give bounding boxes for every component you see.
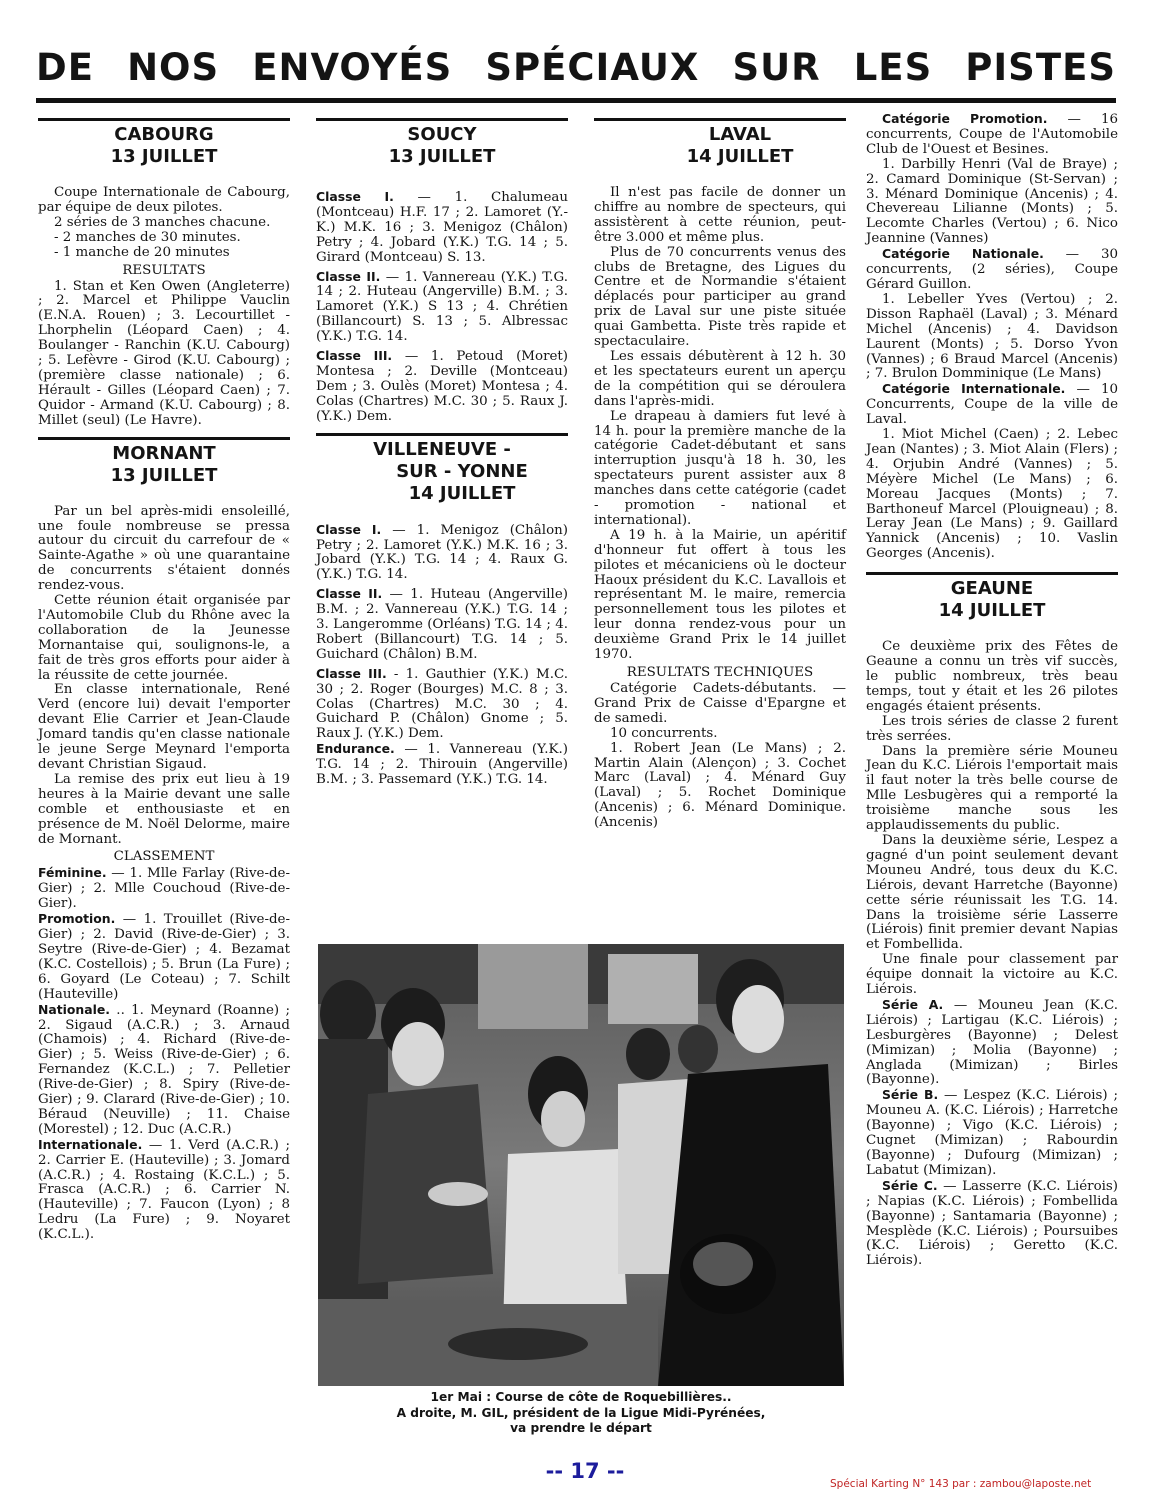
soucy-classe-1-text: — 1. Chalumeau (Montceau) H.F. 17 ; 2. Lamoret (Y.-K.) M.K. 16 ; 3. Menigoz (Châlon) Petry ; 4. Jobard (Y.K.) T.G. 14 ; 5. Girard (Montceau) S. 13. (316, 190, 568, 265)
geaune-para-2: Les trois séries de classe 2 furent très serrées. (866, 713, 1118, 744)
mornant-para-1: Par un bel après-midi ensoleillé, une foule nombreuse se pressa autour du circuit du carrefour de « Sainte-Agathe » où une quarantaine de concurrents s'étaient donnés rendez-vous. (38, 503, 290, 594)
cabourg-date: 13 JUILLET (110, 146, 218, 167)
cabourg-format-1: 2 séries de 3 manches chacune. (54, 214, 271, 230)
villeneuve-date: 14 JUILLET (408, 482, 516, 504)
soucy-classe-3-text: — 1. Petoud (Moret) Montesa ; 2. Deville (Montceau) Dem ; 3. Oulès (Moret) Montesa ; 4. Colas (Chartres) M.C. 30 ; 5. Raux J. (Y.K.) Dem. (316, 349, 568, 424)
mornant-heading (38, 443, 290, 487)
soucy-date: 13 JUILLET (388, 146, 496, 167)
race-photo-image (318, 944, 844, 1386)
geaune-heading (866, 578, 1118, 622)
laval-para-3: Les essais débutèrent à 12 h. 30 et les spectateurs eurent un aperçu de la compétition qui se déroulera dans l'après-midi. (594, 348, 846, 409)
villeneuve-endurance-label: Endurance. (316, 741, 395, 757)
mornant-feminine-label: Féminine. (38, 865, 107, 881)
cabourg-title: CABOURG (114, 124, 214, 145)
villeneuve-classe-3 (316, 667, 568, 743)
laval-para-4: Le drapeau à damiers fut levé à 14 h. pour la première manche de la catégorie Cadet-débutant et sans interruption jusqu'à 18 h. 30, les spectateurs purent assister aux 8 manches dans cette catégorie (cadet - promotion - national et international). (594, 408, 846, 528)
geaune-para-1: Ce deuxième prix des Fêtes de Geaune a connu un très vif succès, le public nombreux, très beau temps, tout y était et les 26 pilotes engagés étaient présents. (866, 639, 1118, 714)
section-rule (316, 433, 568, 436)
column-3 (594, 118, 846, 839)
villeneuve-classe-3-text: - 1. Gauthier (Y.K.) M.C. 30 ; 2. Roger (Bourges) M.C. 8 ; 3. Colas (Chartres) M.C. 30 ; 4. Guichard P. (Châlon) Gnome ; 5. Raux J. (Y.K.) Dem. (316, 666, 568, 742)
cabourg-intro: Coupe Internationale de Cabourg, par équipe de deux pilotes. (38, 185, 290, 215)
geaune-para-5: Une finale pour classement par équipe donnait la victoire au K.C. Liérois. (866, 952, 1118, 998)
mornant-nationale-label: Nationale. (38, 1001, 110, 1017)
laval-nationale-results: 1. Lebeller Yves (Vertou) ; 2. Disson Raphaël (Laval) ; 3. Ménard Michel (Ancenis) ; 4. Davidson Laurent (Monts) ; 5. Dorso Yvon (Vannes) ; 6 Braud Marcel (Ancenis) ; 7. Brulon Domminique (Le Mans) (866, 291, 1118, 382)
section-rule (866, 572, 1118, 575)
mornant-promotion-text: — 1. Trouillet (Rive-de-Gier) ; 2. David (Rive-de-Gier) ; 3. Seytre (Rive-de-Gier) ; 4. Bezamat (K.C. Costellois) ; 5. Brun (La Fure) ; 6. Goyard (Le Coteau) ; 7. Schilt (Hauteville) (38, 912, 290, 1002)
mornant-para-4: La remise des prix eut lieu à 19 heures à la Mairie devant une salle comble et enthousiaste et en présence de M. Noël Delorme, maire de Mornant. (38, 771, 290, 847)
geaune-serie-a-label: Série A. (882, 996, 944, 1012)
mornant-nationale-text: .. 1. Meynard (Roanne) ; 2. Sigaud (A.C.R.) ; 3. Arnaud (Chamois) ; 4. Richard (Rive-de-Gier) ; 5. Weiss (Rive-de-Gier) ; 6. Fernandez (K.C.L.) ; 7. Pelletier (Rive-de-Gier) ; 8. Spiry (Rive-de-Gier) ; 9. Clarard (Rive-de-Gier) ; 10. Béraud (Neuville) ; 11. Chaise (Morestel) ; 12. Duc (A.C.R.) (38, 1002, 290, 1137)
villeneuve-title-1: VILLENEUVE - (373, 438, 511, 460)
soucy-classe-1 (316, 190, 568, 266)
laval-para-5: A 19 h. à la Mairie, un apéritif d'honneur fut offert à tous les pilotes et mécaniciens où le docteur Haoux président du K.C. Lavallois et représentant M. le maire, remercia personnellement tous les pilotes et leur donna rendez-vous pour un deuxième Grand Prix le 14 juillet 1970. (594, 527, 846, 663)
laval-para-2: Plus de 70 concurrents venus des clubs de Bretagne, des Ligues du Centre et de Normandie s'étaient déplacés pour participer au grand prix de Laval sur une piste située quai Gambetta. Piste très rapide et spectaculaire. (594, 244, 846, 350)
geaune-serie-c (866, 1179, 1118, 1269)
column-4 (866, 112, 1118, 1277)
laval-heading (594, 124, 846, 168)
laval-cadets-1: Catégorie Cadets-débutants. — Grand Prix de Caisse d'Epargne et de samedi. (594, 681, 846, 726)
laval-internationale (866, 382, 1118, 428)
soucy-classe-3 (316, 349, 568, 425)
mornant-internationale-text: — 1. Verd (A.C.R.) ; 2. Carrier E. (Hauteville) ; 3. Jomard (A.C.R.) ; 4. Rostaing (K.C.L.) ; 5. Frasca (A.C.R.) ; 6. Carrier N. (Hauteville) ; 7. Faucon (Lyon) ; 8 Ledru (La Fure) ; 9. Noyaret (K.C.L.). (38, 1137, 290, 1243)
cabourg-format-3: - 1 manche de 20 minutes (54, 244, 230, 260)
cabourg-results-label: RESULTATS (122, 262, 206, 278)
geaune-para-4: Dans la deuxième série, Lespez a gagné d'un point seulement devant Mouneu André, tous deux du K.C. Liérois, devant Harretche (Bayonne) cette série réunissait les T.G. 14. Dans la troisième série Lasserre (Liérois) finit premier devant Napias et Fombellida. (866, 832, 1118, 953)
article-mornant (38, 437, 290, 1244)
section-rule (594, 118, 846, 121)
geaune-serie-b (866, 1088, 1118, 1178)
column-1 (38, 118, 290, 1251)
geaune-serie-b-text: — Lespez (K.C. Liérois) ; Mouneu A. (K.C. Liérois) ; Harretche (Bayonne) ; Vigo (K.C. Liérois) ; Cugnet (Mimizan) ; Rabourdin (Bayonne) ; Dufourg (Mimizan) ; Labatut (Mimizan). (866, 1088, 1118, 1178)
laval-date: 14 JUILLET (686, 146, 794, 167)
geaune-serie-a (866, 998, 1118, 1088)
cabourg-heading (38, 124, 290, 168)
villeneuve-classe-2-label: Classe II. (316, 586, 383, 602)
soucy-classe-2 (316, 270, 568, 346)
villeneuve-classe-2-text: — 1. Huteau (Angerville) B.M. ; 2. Vannereau (Y.K.) T.G. 14 ; 3. Langeromme (Orléans) T.G. 14 ; 4. Robert (Billancourt) T.G. 14 ; 5. Guichard (Châlon) B.M. (316, 587, 568, 662)
article-laval (594, 118, 846, 831)
geaune-serie-a-text: — Mouneu Jean (K.C. Liérois) ; Lartigau (K.C. Liérois) ; Lesburgères (Bayonne) ; Delest (Mimizan) ; Molia (Bayonne) ; Anglada (Mimizan) ; Birles (Bayonne). (866, 997, 1118, 1088)
laval-promotion-text: — 16 concurrents, Coupe de l'Automobile Club de l'Ouest et Besines. (866, 112, 1118, 157)
geaune-serie-c-label: Série C. (882, 1177, 938, 1193)
villeneuve-endurance-text: — 1. Vannereau (Y.K.) T.G. 14 ; 2. Thirouin (Angerville) B.M. ; 3. Passemard (Y.K.) T.G. 14. (316, 742, 568, 788)
article-cabourg (38, 118, 290, 429)
geaune-serie-c-text: — Lasserre (K.C. Liérois) ; Napias (K.C. Liérois) ; Fombellida (Bayonne) ; Santamaria (Bayonne) ; Mesplède (K.C. Liérois) ; Poursuibes (K.C. Liérois) ; Geretto (K.C. Liérois). (866, 1178, 1119, 1269)
cabourg-results: 1. Stan et Ken Owen (Angleterre) ; 2. Marcel et Philippe Vauclin (E.N.A. Rouen) ; 3. Lecourtillet - Lhorphelin (Léopard Caen) ; 4. Boulanger - Ranchin (K.U. Cabourg) ; 5. Lefèvre - Girod (K.U. Cabourg) ; (première classe nationale) ; 6. Hérault - Gilles (Léopard Caen) ; 7. Quidor - Armand (K.U. Cabourg) ; 8. Millet (seul) (Le Havre). (38, 278, 290, 428)
photo-caption-line-3: va prendre le départ (510, 1421, 652, 1435)
page-title: DE NOS ENVOYÉS SPÉCIAUX SUR LES PISTES (36, 46, 1116, 89)
soucy-heading (316, 124, 568, 168)
laval-nationale-text: — 30 concurrents, (2 séries), Coupe Gérard Guillon. (866, 247, 1118, 292)
laval-cadets-2: 10 concurrents. (610, 725, 718, 741)
mornant-title: MORNANT (112, 442, 216, 464)
article-villeneuve (316, 433, 568, 788)
mornant-feminine-text: — 1. Mlle Farlay (Rive-de-Gier) ; 2. Mlle Couchoud (Rive-de-Gier). (38, 866, 290, 912)
villeneuve-classe-2 (316, 587, 568, 663)
mornant-para-2: Cette réunion était organisée par l'Automobile Club du Rhône avec la collaboration de la Jeunesse Mornantaise qui, soulignons-le, a fait de très gros efforts pour aider à la réussite de cette journée. (38, 593, 290, 683)
mornant-ranking-label: CLASSEMENT (113, 849, 215, 865)
soucy-classe-2-text: — 1. Vannereau (Y.K.) T.G. 14 ; 2. Huteau (Angerville) B.M. ; 3. Lamoret (Y.K.) S 13 ; 4. Chrétien (Billancourt) S. 13 ; 5. Albressac (Y.K.) T.G. 14. (316, 269, 568, 345)
villeneuve-title-2: SUR - YONNE (396, 460, 528, 482)
photo-caption (318, 1390, 844, 1437)
page-number: -- 17 -- (545, 1459, 625, 1483)
mornant-internationale-label: Internationale. (38, 1136, 143, 1152)
section-rule (38, 118, 290, 121)
laval-promotion-label: Catégorie Promotion. (882, 111, 1048, 126)
mornant-para-3: En classe internationale, René Verd (encore lui) devait l'emporter devant Elie Carrier et Jean-Claude Jomard tandis qu'en classe nationale le jeune Serge Meynard l'emporta devant Christian Sigaud. (38, 682, 290, 772)
title-rule (36, 98, 1116, 103)
laval-internationale-results: 1. Miot Michel (Caen) ; 2. Lebec Jean (Nantes) ; 3. Miot Alain (Flers) ; 4. Orjubin André (Vannes) ; 5. Méyère Michel (Le Mans) ; 6. Moreau Jacques (Monts) ; 7. Barthoneuf Marcel (Plouigneau) ; 8. Leray Jean (Le Mans) ; 9. Gaillard Yannick (Ancenis) ; 10. Vaslin Georges (Ancenis). (866, 427, 1118, 562)
laval-title: LAVAL (708, 124, 772, 145)
mornant-promotion (38, 912, 290, 1002)
laval-nationale-label: Catégorie Nationale. (882, 246, 1044, 262)
column-2 (316, 118, 568, 796)
soucy-classe-3-label: Classe III. (316, 348, 393, 364)
laval-cadets-3: 1. Robert Jean (Le Mans) ; 2. Martin Alain (Alençon) ; 3. Cochet Marc (Laval) ; 4. Ménard Guy (Laval) ; 5. Rochet Dominique (Ancenis) ; 6. Ménard Dominique. (Ancenis) (594, 740, 846, 831)
mornant-internationale (38, 1138, 290, 1243)
villeneuve-heading (316, 439, 568, 505)
geaune-serie-b-label: Série B. (882, 1087, 939, 1103)
article-soucy (316, 118, 568, 425)
section-rule (316, 118, 568, 121)
laval-promotion-results: 1. Darbilly Henri (Val de Braye) ; 2. Camard Dominique (St-Servan) ; 3. Ménard Dominique (Ancenis) ; 4. Chevereau Lilianne (Monts) ; 5. Lecomte Charles (Vertou) ; 6. Nico Jeannine (Vannes) (866, 156, 1118, 247)
villeneuve-classe-1 (316, 523, 568, 584)
photo-caption-line-2: A droite, M. GIL, président de la Ligue Midi-Pyrénées, (396, 1405, 766, 1420)
article-geaune (866, 572, 1118, 1269)
villeneuve-classe-1-label: Classe I. (316, 521, 382, 537)
laval-tech-label: RESULTATS TECHNIQUES (626, 665, 814, 680)
photo-caption-line-1: 1er Mai : Course de côte de Roquebillières.. (430, 1390, 732, 1404)
mornant-nationale (38, 1003, 290, 1138)
laval-nationale (866, 247, 1118, 293)
soucy-classe-1-label: Classe I. (316, 189, 394, 204)
geaune-title: GEAUNE (950, 578, 1034, 600)
soucy-classe-2-label: Classe II. (316, 268, 381, 284)
mornant-promotion-label: Promotion. (38, 911, 116, 927)
geaune-date: 14 JUILLET (938, 600, 1046, 622)
mornant-date: 13 JUILLET (110, 464, 218, 486)
geaune-para-3: Dans la première série Mouneu Jean du K.C. Liérois l'emportait mais il faut noter la très belle course de Mlle Lesbugères qui a remporté la troisième manche sous les applaudissements du public. (866, 743, 1118, 834)
footer-credit: Spécial Karting N° 143 par : zambou@laposte.net (830, 1478, 1092, 1490)
villeneuve-classe-3-label: Classe III. (316, 665, 387, 681)
section-rule (38, 437, 290, 440)
mornant-feminine (38, 866, 290, 912)
laval-internationale-label: Catégorie Internationale. (882, 381, 1066, 397)
villeneuve-endurance (316, 742, 568, 788)
laval-internationale-text: — 10 Concurrents, Coupe de la ville de Laval. (866, 382, 1118, 428)
villeneuve-classe-1-text: — 1. Menigoz (Châlon) Petry ; 2. Lamoret (Y.K.) M.K. 16 ; 3. Jobard (Y.K.) T.G. 14 ; 4. Raux G. (Y.K.) T.G. 14. (316, 522, 568, 583)
laval-promotion (866, 112, 1118, 158)
soucy-title: SOUCY (407, 124, 477, 145)
laval-para-1: Il n'est pas facile de donner un chiffre au nombre de specteurs, qui assistèrent à cette réunion, peut-être 3.000 et même plus. (594, 185, 846, 245)
cabourg-format-2: - 2 manches de 30 minutes. (54, 229, 241, 245)
race-photo (318, 944, 844, 1386)
